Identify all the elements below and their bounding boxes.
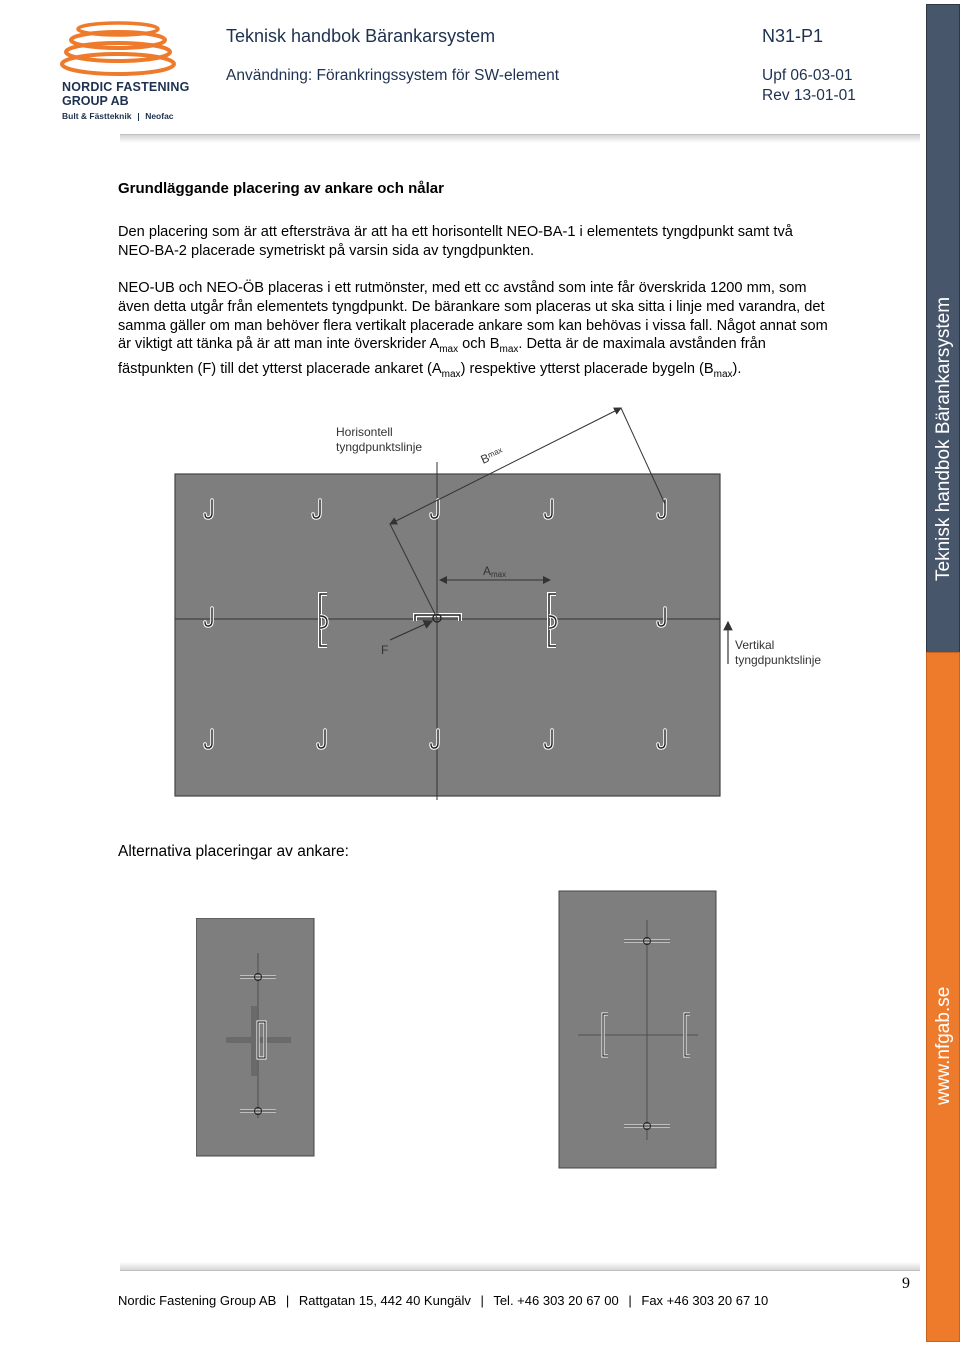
p2-sub-4: max bbox=[713, 369, 733, 380]
horizontal-line-label-2: tyngdpunktslinje bbox=[336, 440, 423, 454]
logo-sub bbox=[62, 111, 174, 121]
footer-phone: Tel. +46 303 20 67 00 bbox=[493, 1293, 619, 1308]
p2-sub-2: max bbox=[499, 344, 519, 356]
p2-sub-1: max bbox=[439, 344, 459, 356]
p2-part-e: ). bbox=[732, 361, 742, 378]
paragraph-2-text bbox=[118, 279, 833, 385]
header-divider bbox=[120, 134, 920, 143]
paragraph-2 bbox=[118, 279, 833, 385]
footer-fax: Fax +46 303 20 67 10 bbox=[641, 1293, 769, 1308]
alt-placement-diagram-right bbox=[558, 890, 718, 1170]
doc-usage: Användning: Förankringssystem för SW-element bbox=[226, 67, 560, 84]
doc-title: Teknisk handbok Bärankarsystem bbox=[226, 26, 496, 46]
p2-part-c: . Detta är de maximala avstånden från fästpunkten (F) till det ytterst placerade ankaret (A bbox=[118, 336, 766, 378]
b-max-label: $B^{max}$ bbox=[478, 445, 504, 467]
page-number: 9 bbox=[902, 1275, 910, 1292]
paragraph-1-text: Den placering som är att eftersträva är att ha ett horisontellt NEO-BA-1 i elementets tyngdpunkt samt två NEO-BA-2 placerade symetriskt på varsin sida av tyngdpunkten. bbox=[118, 224, 793, 259]
sidebar-title-text: Teknisk handbok Bärankarsystem bbox=[933, 296, 954, 581]
logo-sub-1: Bult & Fästteknik bbox=[62, 111, 132, 121]
doc-upf: Upf 06-03-01 bbox=[762, 67, 853, 84]
footer: Nordic Fastening Group AB | Rattgatan 15, 442 40 Kungälv | Tel. +46 303 20 67 00 | Fax +46 303 20 67 10 bbox=[118, 1293, 769, 1308]
wall-element-panel bbox=[175, 474, 720, 796]
p2-part-b: och B bbox=[458, 336, 500, 353]
footer-divider bbox=[120, 1262, 920, 1271]
a-max-label: Amax bbox=[483, 564, 507, 579]
logo-sub-2: Neofac bbox=[145, 111, 174, 121]
p2-part-a: NEO-UB och NEO-ÖB placeras i ett rutmönster, med ett cc avstånd som inte får överskrida 1200 mm, som även detta utgår från elementets tyngdpunkt. De bärankare som placeras ut ska sitta i linje med varandra, det samma gäller om man behöver flera vertikalt placerade ankare som kan behövas i vissa fall. Något annat som är viktigt att tänka på är att man inte överskrider A bbox=[118, 280, 828, 353]
doc-code: N31-P1 bbox=[762, 26, 824, 46]
logo-rings-icon bbox=[58, 18, 178, 76]
sidebar-url-band bbox=[926, 652, 960, 1342]
logo-company-line2: GROUP AB bbox=[62, 94, 129, 108]
vertical-line-label-2: tyngdpunktslinje bbox=[735, 653, 822, 667]
alternative-heading: Alternativa placeringar av ankare: bbox=[118, 843, 349, 860]
p2-part-d: ) respektive ytterst placerade bygeln (B bbox=[460, 361, 714, 378]
doc-rev: Rev 13-01-01 bbox=[762, 87, 856, 104]
company-logo bbox=[58, 18, 190, 122]
f-label: F bbox=[381, 643, 389, 657]
alt-placement-diagram-left bbox=[196, 918, 316, 1158]
anchor-placement-diagram bbox=[140, 402, 860, 802]
sidebar-url-text: www.nfgab.se bbox=[933, 986, 954, 1105]
sidebar-title-band bbox=[926, 4, 960, 654]
paragraph-1 bbox=[118, 223, 833, 261]
horizontal-line-label-1: Horisontell bbox=[336, 425, 393, 439]
footer-company: Nordic Fastening Group AB bbox=[118, 1293, 277, 1308]
footer-address: Rattgatan 15, 442 40 Kungälv bbox=[298, 1293, 471, 1308]
section-heading: Grundläggande placering av ankare och nålar bbox=[118, 180, 444, 197]
logo-company-line1: NORDIC FASTENING bbox=[62, 80, 190, 94]
p2-sub-3: max bbox=[441, 369, 461, 380]
vertical-line-label-1: Vertikal bbox=[735, 638, 775, 652]
